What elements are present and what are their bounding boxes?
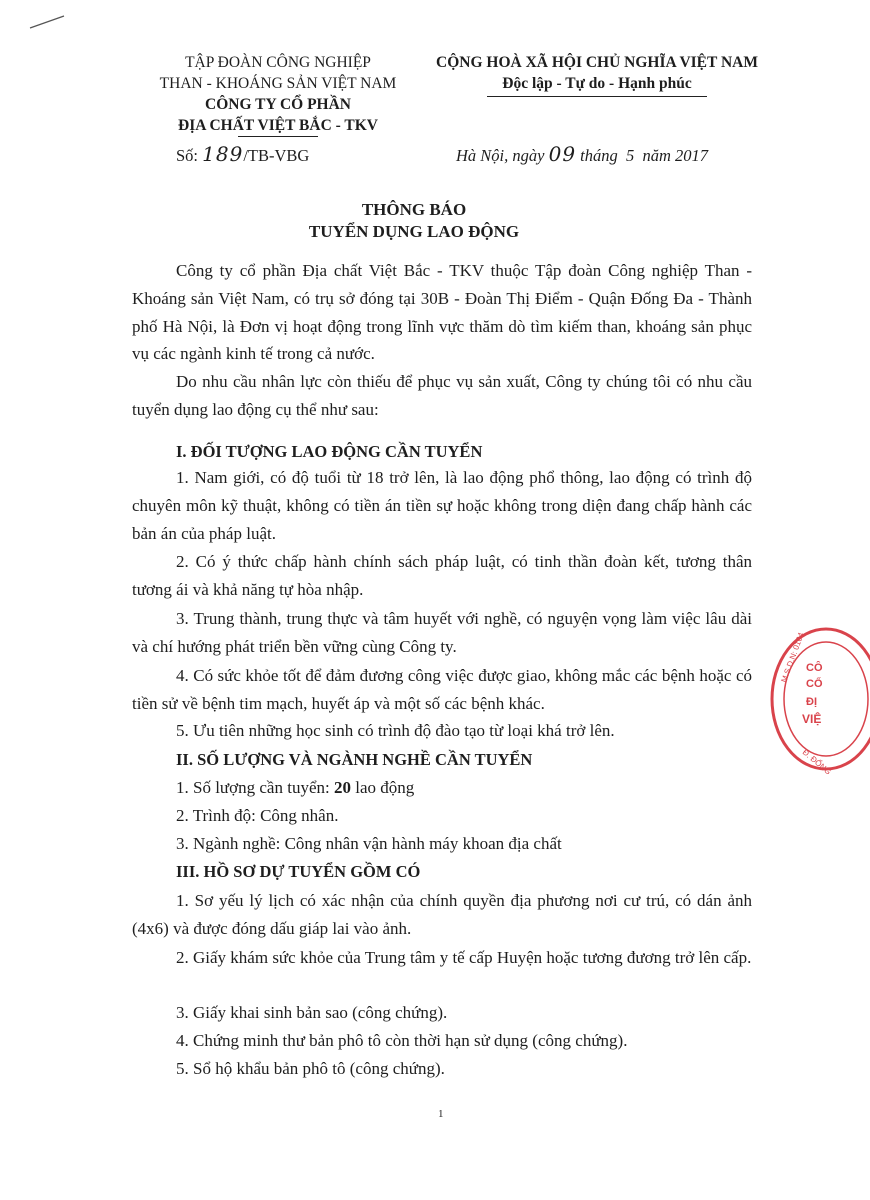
doc-number-prefix: Số: <box>176 146 199 165</box>
header-left-underline <box>238 136 318 137</box>
section-1-item-1 <box>132 464 752 547</box>
svg-text:CÔ: CÔ <box>806 662 823 674</box>
section-3-item-1 <box>132 887 752 943</box>
company-name-line2: ĐỊA CHẤT VIỆT BẮC - TKV <box>178 117 378 134</box>
date-day: 09 <box>548 142 577 166</box>
doc-subtitle: TUYỂN DỤNG LAO ĐỘNG <box>308 222 520 241</box>
section-2-item-1 <box>176 778 414 798</box>
section-1-item-3 <box>132 605 752 661</box>
section-1-text-4: 4. Có sức khỏe tốt để đảm đương công việc được giao, không mắc các bệnh hoặc có tiền sử về bệnh tim mạch, huyết áp và một số các bệnh khác. <box>132 666 752 713</box>
date-year: năm 2017 <box>642 146 709 165</box>
header-left <box>128 52 428 136</box>
pen-mark <box>28 12 68 32</box>
svg-text:VIỆ: VIỆ <box>802 712 822 726</box>
doc-title: THÔNG BÁO <box>361 200 467 219</box>
group-name-line2: THAN - KHOÁNG SẢN VIỆT NAM <box>159 75 397 92</box>
doc-number-suffix: /TB-VBG <box>243 146 310 165</box>
date-month-label: tháng <box>580 146 618 165</box>
section-2-item-3: 3. Ngành nghề: Công nhân vận hành máy khoan địa chất <box>176 834 562 853</box>
company-name-line1: CÔNG TY CỔ PHẦN <box>205 96 351 113</box>
quantity-label: 1. Số lượng cần tuyển: <box>176 778 334 797</box>
quantity-value: 20 <box>333 778 351 797</box>
section-3-text-2: 2. Giấy khám sức khỏe của Trung tâm y tế cấp Huyện hoặc tương đương trở lên cấp. <box>176 948 752 967</box>
section-1-text-2: 2. Có ý thức chấp hành chính sách pháp luật, có tinh thần đoàn kết, tương thân tương ái và khả năng tự hòa nhập. <box>132 552 752 599</box>
section-1-item-2 <box>132 548 752 604</box>
date-place: Hà Nội, ngày <box>456 146 545 165</box>
doc-number <box>176 142 309 166</box>
header-right <box>432 52 762 94</box>
section-3-item-3: 3. Giấy khai sinh bản sao (công chứng). <box>176 1003 448 1022</box>
svg-text:M.S.D.N: 0104: M.S.D.N: 0104 <box>779 631 806 684</box>
section-3-heading: III. HỒ SƠ DỰ TUYỂN GỒM CÓ <box>176 862 421 881</box>
section-1-text-1: 1. Nam giới, có độ tuổi từ 18 trở lên, là lao động phổ thông, lao động có trình độ chuyên môn kỹ thuật, không có tiền án tiền sự hoặc không trong diện đang chấp hành các bản án của pháp luật. <box>132 468 752 543</box>
section-3-text-1: 1. Sơ yếu lý lịch có xác nhận của chính quyền địa phương nơi cư trú, có dán ảnh (4x6) và được đóng dấu giáp lai vào ảnh. <box>132 891 752 938</box>
section-3-item-4: 4. Chứng minh thư bản phô tô còn thời hạn sử dụng (công chứng). <box>176 1031 628 1050</box>
group-name-line1: TẬP ĐOÀN CÔNG NGHIỆP <box>185 54 371 71</box>
intro-paragraph-2 <box>132 368 752 424</box>
section-3-item-2 <box>132 944 752 972</box>
section-3-item-5: 5. Sổ hộ khẩu bản phô tô (công chứng). <box>176 1059 445 1078</box>
svg-text:CỔ: CỔ <box>806 678 823 690</box>
section-1-item-4 <box>132 662 752 718</box>
intro-paragraph-1 <box>132 257 752 368</box>
national-motto: Độc lập - Tự do - Hạnh phúc <box>502 75 692 92</box>
svg-text:ĐỊ: ĐỊ <box>806 696 817 708</box>
section-2-item-2: 2. Trình độ: Công nhân. <box>176 806 339 825</box>
doc-number-value: 189 <box>202 142 244 166</box>
national-title: CỘNG HOÀ XÃ HỘI CHỦ NGHĨA VIỆT NAM <box>436 54 758 71</box>
doc-date <box>456 142 708 166</box>
date-month: 5 <box>626 146 635 165</box>
header-right-underline <box>487 96 707 97</box>
section-1-item-5: 5. Ưu tiên những học sinh có trình độ đào tạo từ loại khá trở lên. <box>176 721 615 740</box>
svg-text:Đ. ĐỐNG: Đ. ĐỐNG <box>800 747 833 777</box>
section-1-heading: I. ĐỐI TƯỢNG LAO ĐỘNG CẦN TUYỂN <box>176 442 483 461</box>
quantity-unit: lao động <box>350 778 415 797</box>
intro-text-1: Công ty cổ phần Địa chất Việt Bắc - TKV thuộc Tập đoàn Công nghiệp Than - Khoáng sản Việt Nam, có trụ sở đóng tại 30B - Đoàn Thị Điểm - Quận Đống Đa - Thành phố Hà Nội, là Đơn vị hoạt động trong lĩnh vực thăm dò tìm kiếm than, khoáng sản phục vụ các ngành kinh tế trong cả nước. <box>132 261 752 364</box>
section-2-heading: II. SỐ LƯỢNG VÀ NGÀNH NGHỀ CẦN TUYỂN <box>176 750 533 769</box>
page-number: 1 <box>438 1108 444 1120</box>
section-1-text-3: 3. Trung thành, trung thực và tâm huyết với nghề, có nguyện vọng làm việc lâu dài và chí hướng phát triển bền vững cùng Công ty. <box>132 609 752 656</box>
company-seal <box>766 625 870 777</box>
intro-text-2: Do nhu cầu nhân lực còn thiếu để phục vụ sản xuất, Công ty chúng tôi có nhu cầu tuyển dụng lao động cụ thể như sau: <box>132 372 752 419</box>
